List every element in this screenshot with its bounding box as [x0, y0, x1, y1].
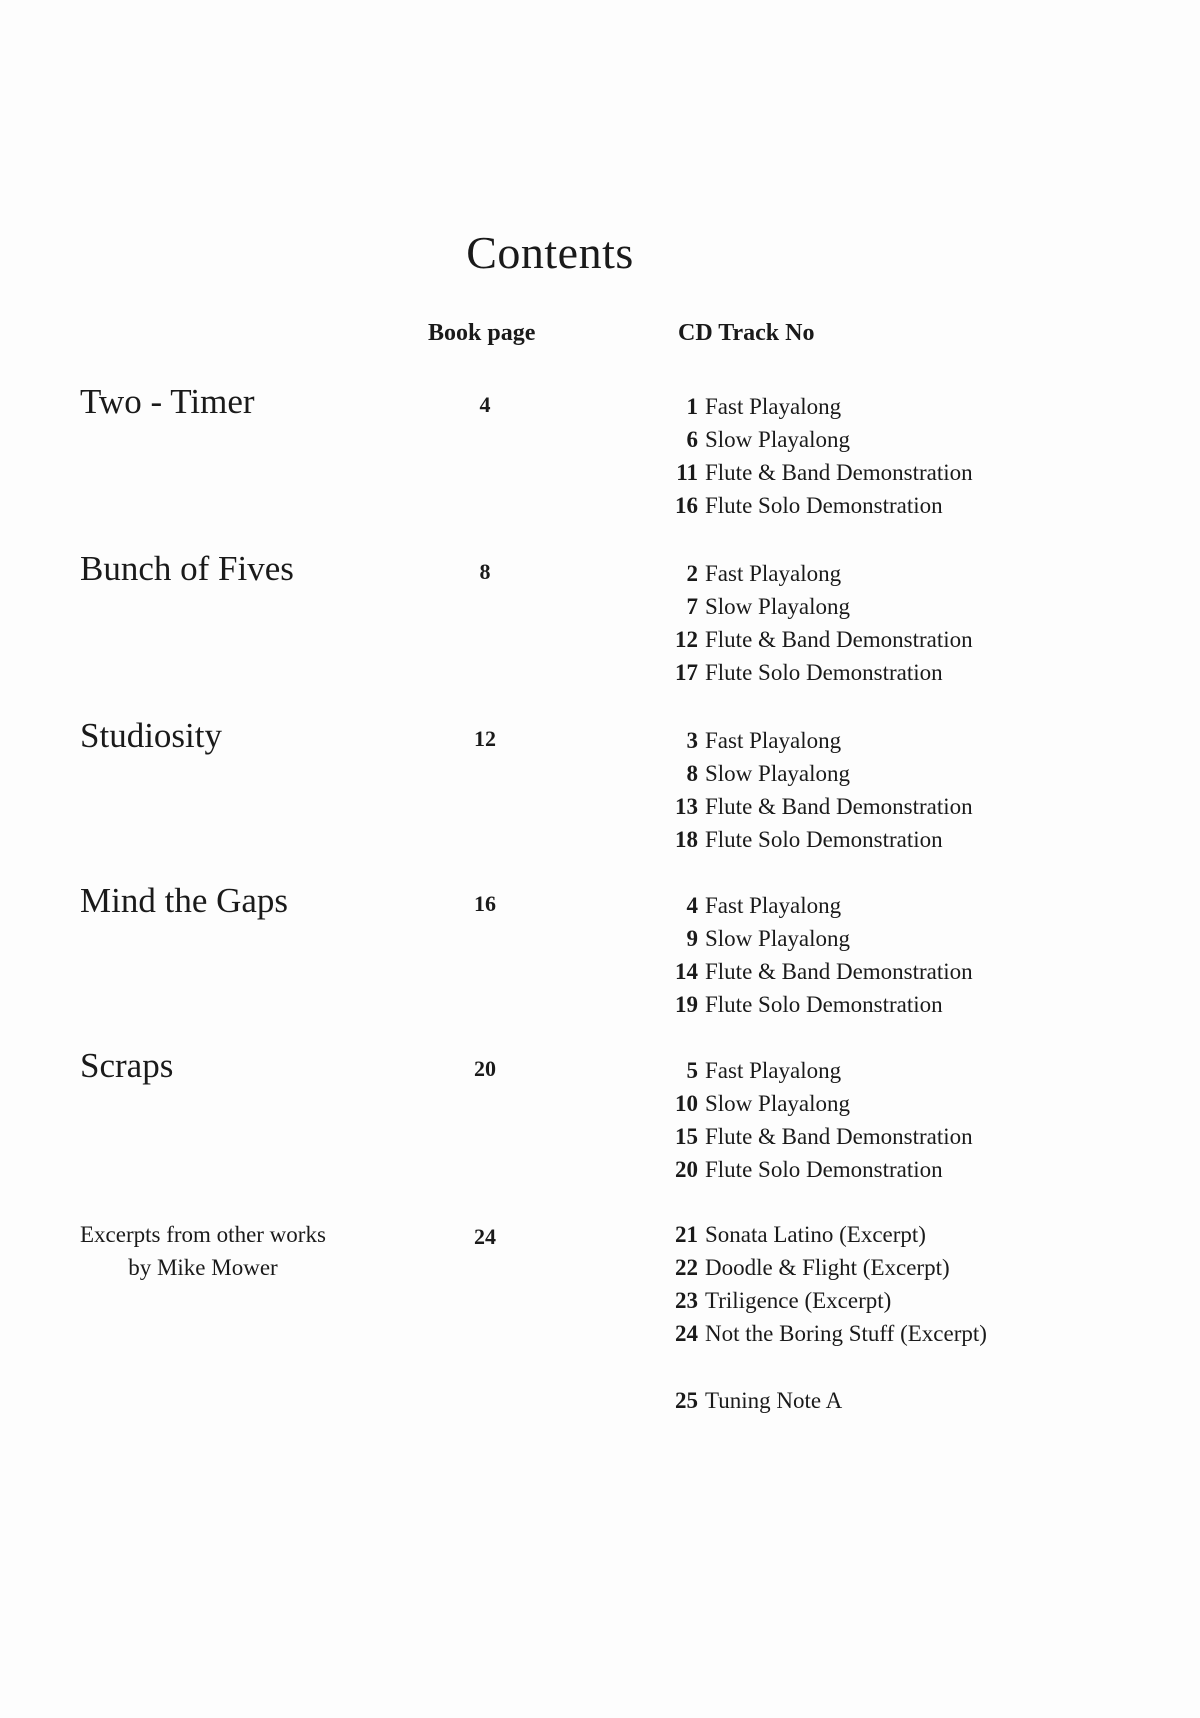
track-item	[668, 823, 973, 856]
track-number: 18	[675, 827, 698, 852]
track-item	[668, 1284, 987, 1317]
page-title: Contents	[466, 227, 634, 278]
track-number: 20	[675, 1157, 698, 1182]
piece-title: Two - Timer	[80, 382, 255, 421]
track-label: Slow Playalong	[705, 427, 851, 452]
track-label: Flute & Band Demonstration	[705, 627, 973, 652]
track-label: Slow Playalong	[705, 1091, 851, 1116]
track-list	[668, 1054, 973, 1186]
track-number: 9	[686, 926, 698, 951]
track-item	[668, 456, 973, 489]
book-page-number: 16	[474, 891, 496, 916]
piece-title: Mind the Gaps	[80, 881, 289, 920]
track-label: Flute Solo Demonstration	[705, 827, 943, 852]
track-list	[668, 889, 973, 1021]
track-label: Slow Playalong	[705, 761, 851, 786]
track-number: 3	[686, 728, 698, 753]
track-item	[668, 1251, 987, 1284]
track-number: 6	[686, 427, 698, 452]
track-item	[668, 489, 973, 522]
track-number: 14	[675, 959, 698, 984]
piece-title: Studiosity	[80, 716, 222, 755]
track-item	[668, 590, 973, 623]
track-number: 19	[675, 992, 698, 1017]
tuning-note	[668, 1384, 842, 1417]
track-label: Flute & Band Demonstration	[705, 1124, 973, 1149]
track-item	[668, 656, 973, 689]
track-label: Not the Boring Stuff (Excerpt)	[705, 1321, 987, 1346]
track-label: Slow Playalong	[705, 594, 851, 619]
track-item	[668, 757, 973, 790]
track-label: Fast Playalong	[705, 394, 842, 419]
track-label: Flute & Band Demonstration	[705, 794, 973, 819]
track-label: Sonata Latino (Excerpt)	[705, 1222, 926, 1247]
track-label: Flute Solo Demonstration	[705, 493, 943, 518]
track-item	[668, 1218, 987, 1251]
track-number: 2	[686, 561, 698, 586]
track-item	[668, 557, 973, 590]
track-label: Flute & Band Demonstration	[705, 959, 973, 984]
track-number: 25	[675, 1388, 698, 1413]
track-number: 15	[675, 1124, 698, 1149]
track-number: 12	[675, 627, 698, 652]
track-label: Fast Playalong	[705, 1058, 842, 1083]
track-number: 7	[686, 594, 698, 619]
track-number: 1	[686, 394, 698, 419]
track-label: Slow Playalong	[705, 926, 851, 951]
track-label: Flute Solo Demonstration	[705, 992, 943, 1017]
excerpts-subtitle: by Mike Mower	[128, 1255, 278, 1280]
track-item	[668, 623, 973, 656]
track-item	[668, 724, 973, 757]
track-number: 4	[686, 893, 698, 918]
track-number: 11	[676, 460, 698, 485]
track-item	[668, 423, 973, 456]
book-page-number: 4	[479, 392, 491, 417]
track-number: 24	[675, 1321, 698, 1346]
track-list	[668, 1218, 987, 1350]
track-item	[668, 1317, 987, 1350]
excerpts-title: Excerpts from other works	[80, 1222, 326, 1247]
book-page-header: Book page	[428, 320, 536, 346]
track-number: 22	[675, 1255, 698, 1280]
track-item	[668, 889, 973, 922]
track-item	[668, 988, 973, 1021]
track-number: 8	[686, 761, 698, 786]
track-label: Fast Playalong	[705, 728, 842, 753]
piece-title	[80, 1218, 326, 1284]
track-list	[668, 557, 973, 689]
track-item	[668, 922, 973, 955]
track-item	[668, 1153, 973, 1186]
track-number: 13	[675, 794, 698, 819]
track-label: Triligence (Excerpt)	[705, 1288, 892, 1313]
book-page-number: 20	[474, 1056, 496, 1081]
piece-title: Scraps	[80, 1046, 174, 1085]
piece-title: Bunch of Fives	[80, 549, 294, 588]
track-number: 5	[686, 1058, 698, 1083]
track-list	[668, 390, 973, 522]
track-item	[668, 390, 973, 423]
track-item	[668, 1054, 973, 1087]
track-number: 23	[675, 1288, 698, 1313]
track-item	[668, 955, 973, 988]
track-label: Fast Playalong	[705, 893, 842, 918]
track-label: Fast Playalong	[705, 561, 842, 586]
track-number: 21	[675, 1222, 698, 1247]
track-number: 16	[675, 493, 698, 518]
track-number: 10	[675, 1091, 698, 1116]
track-list	[668, 724, 973, 856]
track-item	[668, 1120, 973, 1153]
cd-track-header: CD Track No	[678, 320, 815, 346]
track-label: Doodle & Flight (Excerpt)	[705, 1255, 950, 1280]
book-page-number: 8	[479, 559, 491, 584]
track-label: Tuning Note A	[705, 1388, 843, 1413]
track-label: Flute & Band Demonstration	[705, 460, 973, 485]
book-page-number: 12	[474, 726, 496, 751]
track-label: Flute Solo Demonstration	[705, 660, 943, 685]
track-item	[668, 790, 973, 823]
track-number: 17	[675, 660, 698, 685]
track-item	[668, 1087, 973, 1120]
track-label: Flute Solo Demonstration	[705, 1157, 943, 1182]
book-page-number: 24	[474, 1224, 496, 1249]
